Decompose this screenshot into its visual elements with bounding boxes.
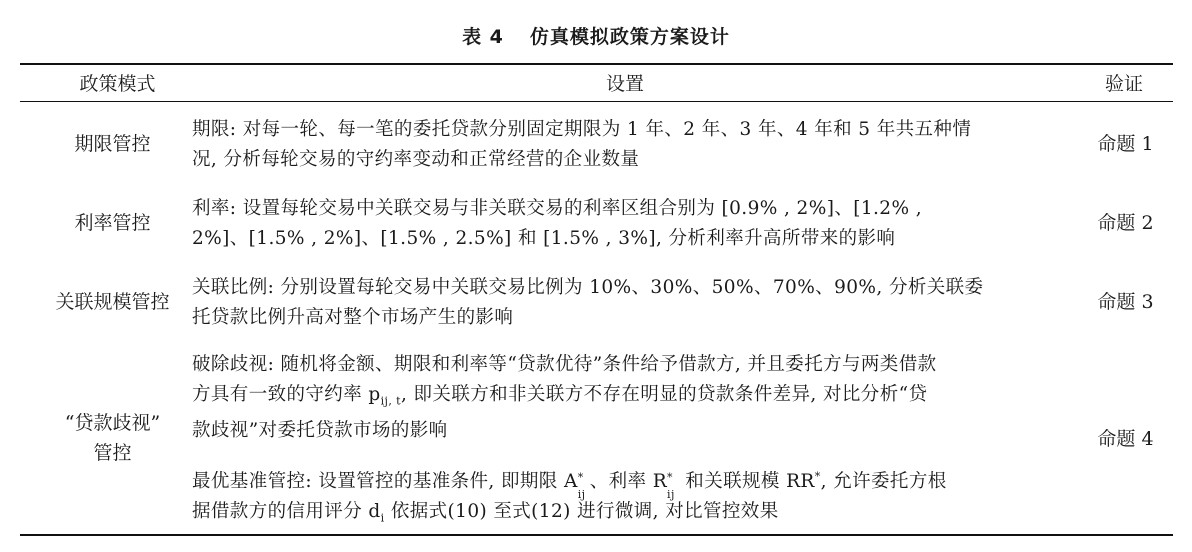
sup-star-r: *: [667, 471, 673, 485]
para-2-text-f: 依据式(10) 至式(12) 进行微调, 对比管控效果: [384, 500, 779, 522]
para-1-line-2-text-a: 方具有一致的守约率 p: [192, 383, 381, 405]
para-2-text-a: 最优基准管控: 设置管控的基准条件, 即期限 A: [192, 471, 578, 493]
para-2-text-e: 据借款方的信用评分 d: [192, 500, 381, 522]
header-setting: 设置: [605, 73, 644, 95]
sup-star-a: *: [577, 471, 584, 485]
row-1-setting-line-1: 期限: 对每一轮、每一笔的委托贷款分别固定期限为 1 年、2 年、3 年、4 年和 5 年共五种情: [192, 119, 972, 140]
row-4-mode-line-1: “贷款歧视”: [64, 412, 161, 434]
row-2-verify: 命题 2: [1097, 212, 1154, 234]
row-3-mode: 关联规模管控: [55, 291, 170, 313]
subscript-ij-t: ij, t: [380, 394, 401, 408]
row-4-mode-line-2: 管控: [93, 442, 132, 464]
row-1-verify: 命题 1: [1097, 133, 1154, 155]
row-2-setting: [192, 194, 1068, 253]
row-1-mode: 期限管控: [74, 133, 151, 155]
table-top-rule: [20, 63, 1173, 65]
row-4-para-1-line-2: [192, 380, 1068, 416]
para-2-text-d: , 允许委托方根: [820, 471, 947, 493]
row-2-mode: 利率管控: [74, 212, 151, 234]
row-3-setting-line-2: 托贷款比例升高对整个市场产生的影响: [192, 306, 514, 328]
row-3-setting: [192, 273, 1068, 332]
row-2-setting-line-1: 利率: 设置每轮交易中关联交易与非关联交易的利率区组合别为 [0.9% , 2%]、[1.2% ,: [192, 198, 923, 219]
row-1-setting: [192, 115, 1068, 174]
table-header-rule: [20, 101, 1173, 102]
sub-ij-r: ij: [667, 488, 675, 502]
sub-ij-a: ij: [577, 488, 586, 502]
para-2-text-b: 、利率 R: [589, 471, 668, 493]
para-2-text-c: 和关联规模 RR: [679, 471, 815, 493]
row-4-para-1-line-1: 破除歧视: 随机将金额、期限和利率等“贷款优待”条件给予借款方, 并且委托方与两类借款: [192, 354, 937, 375]
row-3-setting-line-1: 关联比例: 分别设置每轮交易中关联交易比例为 10%、30%、50%、70%、90%, 分析关联委: [192, 277, 984, 298]
row-2-setting-line-2: 2%]、[1.5% , 2%]、[1.5% , 2.5%] 和 [1.5% , 3%], 分析利率升高所带来的影响: [192, 227, 896, 249]
table-caption: [0, 22, 1192, 49]
para-1-line-2-text-b: , 即关联方和非关联方不存在明显的贷款条件差异, 对比分析“贷: [400, 383, 928, 405]
row-4-mode: [20, 408, 205, 468]
sup-star-rr: *: [814, 470, 821, 483]
row-4-verify: 命题 4: [1097, 428, 1154, 450]
row-4-setting-para-2: [192, 462, 1068, 533]
row-3-verify: 命题 3: [1097, 291, 1154, 313]
sub-i: i: [380, 511, 385, 525]
table-bottom-rule: [20, 534, 1173, 536]
table-number: 表 4: [462, 26, 504, 48]
supsub-A-ij-star: [577, 471, 590, 502]
row-4-setting-para-1: [192, 350, 1068, 445]
table-title: 仿真模拟政策方案设计: [529, 26, 730, 48]
row-4-para-2-line-1: [192, 462, 1068, 502]
header-verify: 验证: [1104, 73, 1143, 95]
row-4-para-1-line-3: 款歧视”对委托贷款市场的影响: [192, 419, 448, 441]
header-mode: 政策模式: [79, 73, 156, 95]
row-1-setting-line-2: 况, 分析每轮交易的守约率变动和正常经营的企业数量: [192, 148, 640, 170]
row-4-para-2-line-2: [192, 497, 1068, 533]
supsub-R-ij-star: [667, 471, 679, 502]
